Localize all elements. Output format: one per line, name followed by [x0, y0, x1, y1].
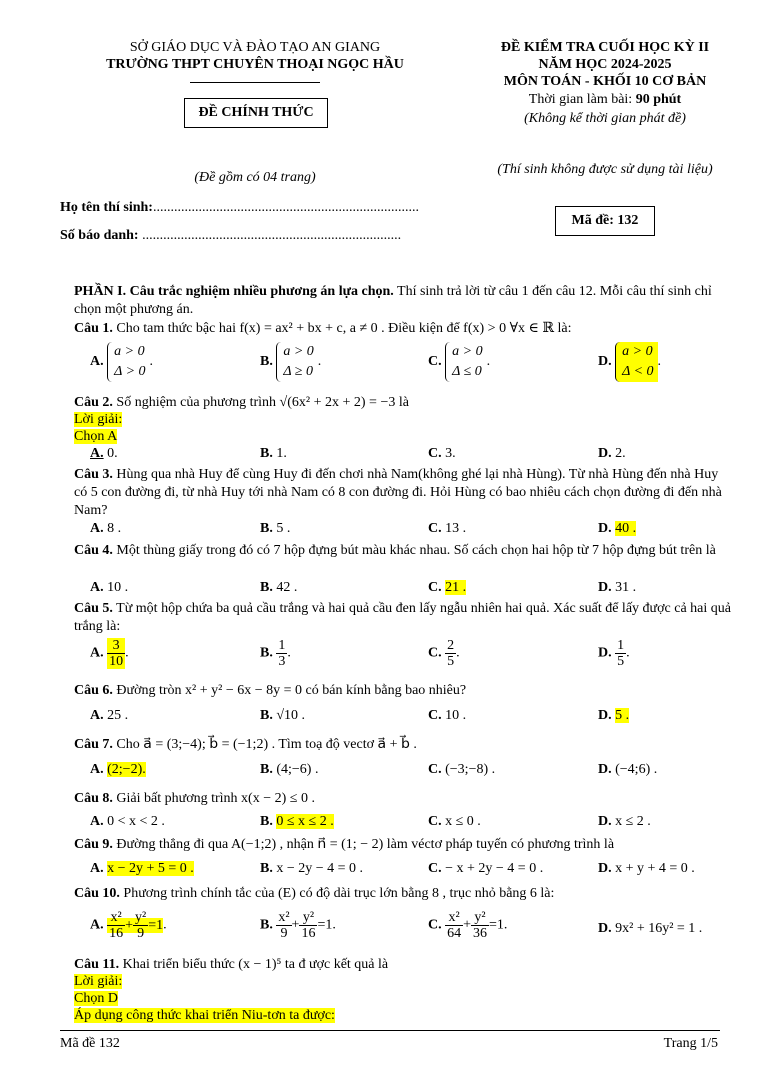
q10-option-b: B. $\frac{\text{x²}}{9}$ + $\frac{\text{y²}}{16}$ =1.: [260, 910, 336, 941]
q7-option-a: [90, 762, 146, 778]
q11-solution-label: [74, 974, 122, 990]
option-value: (−3;−8) .: [445, 762, 496, 777]
option-value: 31 .: [615, 580, 637, 595]
header-divider: [190, 82, 320, 83]
option-letter: A.: [90, 354, 104, 370]
question-text: Từ một hộp chứa ba quả cầu trắng và hai quả cầu đen lấy ngẫu nhiên hai quả. Xác suất để lấy được cả hai quả trắng là:: [74, 601, 731, 634]
question-text: Số nghiệm của phương trình √(6x² + 2x + 2) = −3 là: [112, 395, 409, 410]
solution-text: Áp dụng công thức khai triển Niu-tơn ta được:: [74, 1008, 335, 1023]
school-name: TRƯỜNG THPT CHUYÊN THOẠI NGỌC HẦU: [106, 57, 404, 72]
chosen-answer: Chọn D: [74, 991, 118, 1006]
option-value: x − 2y − 4 = 0 .: [276, 861, 364, 876]
time-label: Thời gian làm bài:: [528, 92, 636, 107]
option-value: (2;−2).: [107, 762, 146, 777]
part1-desc: Thí sinh trả lời từ câu 1 đến câu 12. Mỗi câu thí sinh chỉ chọn một phương án.: [74, 284, 712, 317]
option-value: x − 2y + 5 = 0 .: [107, 861, 194, 876]
q1-option-b: B. a > 0 Δ ≥ 0.: [260, 342, 321, 382]
question-label: Câu 6.: [74, 683, 113, 698]
q10-option-a: A. $\frac{\text{x²}}{16}$ + $\frac{\text{y²}}{9}$ =1.: [90, 910, 167, 941]
part1-heading: [74, 283, 734, 319]
q3-option-a: [90, 521, 121, 537]
numerator: x²: [107, 910, 125, 926]
option-letter: A.: [90, 645, 104, 661]
candidate-name-field: [60, 200, 419, 216]
question-label: Câu 9.: [74, 837, 113, 852]
option-letter: D.: [598, 708, 612, 723]
option-value: (4;−6) .: [276, 762, 319, 777]
question-label: Câu 4.: [74, 543, 113, 558]
option-letter: C.: [428, 762, 442, 777]
chosen-answer: Chọn A: [74, 429, 118, 444]
option-letter: A.: [90, 814, 104, 829]
solution-label: Lời giải:: [74, 412, 123, 427]
q9-option-d: [598, 861, 695, 877]
no-docs-note: (Thí sinh không được sử dụng tài liệu): [497, 162, 713, 177]
denominator: 10: [109, 654, 124, 669]
system-line: Δ < 0: [622, 364, 654, 379]
footer-page: Trang 1/5: [663, 1036, 718, 1051]
option-value: 0 < x < 2 .: [107, 814, 165, 829]
numerator: 1: [617, 638, 625, 653]
school-year: NĂM HỌC 2024-2025: [538, 57, 672, 72]
q10-option-d: [598, 921, 702, 937]
option-value: 10 .: [107, 580, 129, 595]
q2-solution-label: [74, 412, 122, 428]
q4-option-d: [598, 580, 636, 596]
question-label: Câu 2.: [74, 395, 113, 410]
option-letter: C.: [428, 580, 442, 595]
option-letter: B.: [260, 861, 273, 876]
q6-option-c: [428, 708, 466, 724]
q3-option-d: [598, 521, 636, 537]
footer-divider: [60, 1030, 720, 1031]
q11-choice: [74, 991, 118, 1007]
official-label: ĐỀ CHÍNH THỨC: [184, 98, 328, 128]
question-label: Câu 8.: [74, 791, 113, 806]
option-letter: C.: [428, 708, 442, 723]
numerator: x²: [278, 910, 290, 925]
system-brace: [107, 342, 149, 382]
question-text: Đường thẳng đi qua A(−1;2) , nhận n⃗ = (1; − 2) làm véctơ pháp tuyến có phương trình là: [112, 837, 615, 852]
ellipse-equation: $\frac{\text{x²}}{16}$ + $\frac{\text{y²}}{9}$ =1: [109, 910, 164, 941]
option-letter: A.: [90, 580, 104, 595]
time-value: 90 phút: [635, 92, 682, 107]
q1-option-c: C. a > 0 Δ ≤ 0.: [428, 342, 490, 382]
question-2: [74, 394, 734, 412]
pages-note: (Đề gồm có 04 trang): [194, 170, 316, 185]
option-value: 21 .: [445, 580, 467, 595]
q3-option-b: [260, 521, 290, 537]
q5-option-c: C. $\frac{2}{5}$ .: [428, 638, 460, 669]
q5-option-a: A. $\frac{3}{10}$ .: [90, 638, 129, 669]
option-letter: A.: [90, 521, 104, 536]
option-value: x ≤ 2 .: [615, 814, 651, 829]
numerator: 2: [447, 638, 455, 653]
q8-option-d: [598, 814, 651, 830]
option-value: − x + 2y − 4 = 0 .: [445, 861, 544, 876]
exam-title: ĐỀ KIỂM TRA CUỐI HỌC KỲ II: [500, 40, 710, 55]
question-9: [74, 836, 734, 854]
denominator: 36: [473, 926, 488, 941]
option-letter: B.: [260, 708, 273, 723]
question-4: [74, 542, 734, 560]
q11-apply: [74, 1008, 335, 1024]
question-text: Một thùng giấy trong đó có 7 hộp đựng bút màu khác nhau. Số cách chọn hai hộp từ 7 hộp đựng bút trên là: [112, 543, 716, 558]
fraction: [276, 638, 287, 669]
option-letter: B.: [260, 354, 273, 370]
denominator: 5: [447, 654, 455, 669]
option-value: x + y + 4 = 0 .: [615, 861, 695, 876]
question-label: Câu 3.: [74, 467, 113, 482]
numerator: 1: [278, 638, 286, 653]
system-line: a > 0: [452, 344, 483, 359]
question-text: Cho a⃗ = (3;−4); b⃗ = (−1;2) . Tìm toạ độ vectơ a⃗ + b⃗ .: [112, 737, 417, 752]
q9-option-a: [90, 861, 194, 877]
fraction: [445, 638, 456, 669]
option-letter: C.: [428, 814, 442, 829]
q3-option-c: [428, 521, 466, 537]
option-letter: D.: [598, 354, 612, 370]
q5-option-d: D. $\frac{1}{5}$ .: [598, 638, 630, 669]
question-text: Giải bất phương trình x(x − 2) ≤ 0 .: [112, 791, 315, 806]
system-brace: [445, 342, 486, 382]
q4-option-c: [428, 580, 466, 596]
option-letter: C.: [428, 354, 442, 370]
q8-option-b: [260, 814, 334, 830]
system-brace: [276, 342, 317, 382]
q2-option-d: [598, 446, 626, 462]
option-letter: B.: [260, 521, 273, 536]
solution-label: Lời giải:: [74, 974, 123, 989]
fraction: [133, 910, 148, 941]
fraction: [107, 638, 125, 669]
option-letter: D.: [598, 521, 612, 536]
denominator: 16: [301, 926, 316, 941]
option-letter: A.: [90, 861, 104, 876]
q7-option-c: [428, 762, 495, 778]
time-note: (Không kể thời gian phát đề): [524, 111, 686, 126]
question-text: Khai triển biểu thức (x − 1)⁵ ta đ ược kết quả là: [119, 957, 389, 972]
question-5: [74, 600, 734, 636]
question-label: Câu 7.: [74, 737, 113, 752]
numerator: y²: [299, 910, 317, 926]
question-label: Câu 5.: [74, 601, 113, 616]
denominator: 9: [137, 926, 145, 941]
option-letter: D.: [598, 446, 612, 461]
option-letter: B.: [260, 814, 273, 829]
system-brace: [615, 342, 657, 382]
question-7: [74, 736, 734, 754]
system-line: Δ > 0: [114, 364, 146, 379]
option-letter: D.: [598, 861, 612, 876]
question-label: Câu 10.: [74, 886, 120, 901]
q2-option-a: [90, 446, 118, 462]
department-name: SỞ GIÁO DỤC VÀ ĐÀO TẠO AN GIANG: [129, 40, 381, 55]
q8-option-c: [428, 814, 481, 830]
option-value: 25 .: [107, 708, 129, 723]
option-letter: C.: [428, 446, 442, 461]
q6-option-b: [260, 708, 305, 724]
system-line: a > 0: [114, 344, 145, 359]
option-letter: B.: [260, 645, 273, 661]
time-limit: [460, 92, 750, 108]
option-letter: D.: [598, 921, 612, 936]
q1-option-a: A. a > 0 Δ > 0.: [90, 342, 153, 382]
question-label: Câu 1.: [74, 321, 113, 336]
question-6: [74, 682, 734, 700]
numerator: y²: [471, 910, 489, 926]
denominator: 9: [280, 926, 288, 941]
denominator: 64: [447, 926, 462, 941]
q2-choice: [74, 429, 117, 445]
option-value: 0 ≤ x ≤ 2 .: [276, 814, 334, 829]
q2-option-b: [260, 446, 287, 462]
option-letter: A.: [90, 917, 104, 933]
option-letter: B.: [260, 917, 273, 933]
exam-code-box: Mã đề: 132: [555, 206, 655, 236]
question-11: [74, 956, 734, 974]
option-letter: A.: [90, 708, 104, 723]
fraction: [276, 910, 291, 941]
option-letter: B.: [260, 446, 273, 461]
q8-option-a: [90, 814, 165, 830]
option-letter: D.: [598, 645, 612, 661]
option-value: 1.: [276, 446, 287, 461]
option-value: 5 .: [615, 708, 630, 723]
numerator: 3: [107, 638, 125, 654]
option-letter: D.: [598, 580, 612, 595]
option-letter: C.: [428, 861, 442, 876]
numerator: x²: [445, 910, 463, 926]
option-letter: D.: [598, 762, 612, 777]
footer-code: Mã đề 132: [60, 1036, 120, 1051]
question-text: Đường tròn x² + y² − 6x − 8y = 0 có bán kính bằng bao nhiêu?: [112, 683, 467, 698]
option-value: 0.: [107, 446, 118, 461]
candidate-id-label: Số báo danh:: [60, 228, 143, 243]
question-8: [74, 790, 734, 808]
question-10: [74, 885, 734, 903]
q4-option-a: [90, 580, 128, 596]
q1-option-d: D. a > 0 Δ < 0.: [598, 342, 661, 382]
option-letter: B.: [260, 580, 273, 595]
q9-option-b: [260, 861, 363, 877]
question-text: Phương trình chính tắc của (E) có độ dài trục lớn bằng 8 , trục nhỏ bằng 6 là:: [119, 886, 555, 901]
fraction: [615, 638, 626, 669]
question-text: Cho tam thức bậc hai f(x) = ax² + bx + c, a ≠ 0 . Điều kiện để f(x) > 0 ∀x ∈ ℝ là:: [112, 321, 572, 336]
question-text: Hùng qua nhà Huy để cùng Huy đi đến chơi nhà Nam(không ghé lại nhà Hùng). Từ nhà Hùng đến nhà Huy có 5 con đường đi, từ nhà Huy tới nhà Nam có 8 con đường đi. Hỏi Hùng có bao nhiêu cách chọn đường đi đến nhà Nam?: [74, 467, 722, 518]
question-3: [74, 466, 734, 520]
option-value: 42 .: [276, 580, 298, 595]
option-value: 9x² + 16y² = 1 .: [615, 921, 703, 936]
q7-option-d: [598, 762, 657, 778]
option-letter: B.: [260, 762, 273, 777]
q4-option-b: [260, 580, 297, 596]
candidate-name-dots: ............................................................................: [152, 200, 419, 215]
option-value: 13 .: [445, 521, 467, 536]
system-line: a > 0: [622, 344, 653, 359]
numerator: y²: [135, 910, 147, 925]
denominator: 5: [617, 654, 625, 669]
option-value: (−4;6) .: [615, 762, 658, 777]
option-letter: C.: [428, 645, 442, 661]
option-value: √10 .: [276, 708, 306, 723]
denominator: 16: [109, 926, 124, 941]
q10-option-c: C. $\frac{\text{x²}}{64}$ + $\frac{\text{y²}}{36}$ =1.: [428, 910, 508, 941]
option-value: 40 .: [615, 521, 637, 536]
q6-option-a: [90, 708, 128, 724]
option-letter: C.: [428, 521, 442, 536]
fraction: [107, 910, 125, 941]
candidate-id-field: [60, 228, 401, 244]
system-line: Δ ≥ 0: [283, 364, 313, 379]
subject: MÔN TOÁN - KHỐI 10 CƠ BẢN: [503, 74, 707, 89]
q7-option-b: [260, 762, 318, 778]
option-value: 8 .: [107, 521, 122, 536]
q9-option-c: [428, 861, 543, 877]
question-1: [74, 320, 734, 338]
fraction: [299, 910, 317, 941]
q2-option-c: [428, 446, 456, 462]
option-value: 5 .: [276, 521, 291, 536]
question-label: Câu 11.: [74, 957, 120, 972]
part1-title: PHẦN I. Câu trắc nghiệm nhiều phương án lựa chọn.: [74, 284, 394, 299]
candidate-id-dots: ..........................................................................: [142, 228, 402, 243]
fraction: [471, 910, 489, 941]
system-line: a > 0: [283, 344, 314, 359]
fraction: [445, 910, 463, 941]
option-value: 2.: [615, 446, 626, 461]
candidate-name-label: Họ tên thí sinh:: [60, 200, 153, 215]
q6-option-d: [598, 708, 629, 724]
denominator: 3: [278, 654, 286, 669]
system-line: Δ ≤ 0: [452, 364, 482, 379]
option-value: 3.: [445, 446, 456, 461]
option-value: 10 .: [445, 708, 467, 723]
option-letter: D.: [598, 814, 612, 829]
q5-option-b: B. $\frac{1}{3}$ .: [260, 638, 291, 669]
option-letter: A.: [90, 446, 104, 461]
option-letter: A.: [90, 762, 104, 777]
option-value: x ≤ 0 .: [445, 814, 481, 829]
option-letter: C.: [428, 917, 442, 933]
